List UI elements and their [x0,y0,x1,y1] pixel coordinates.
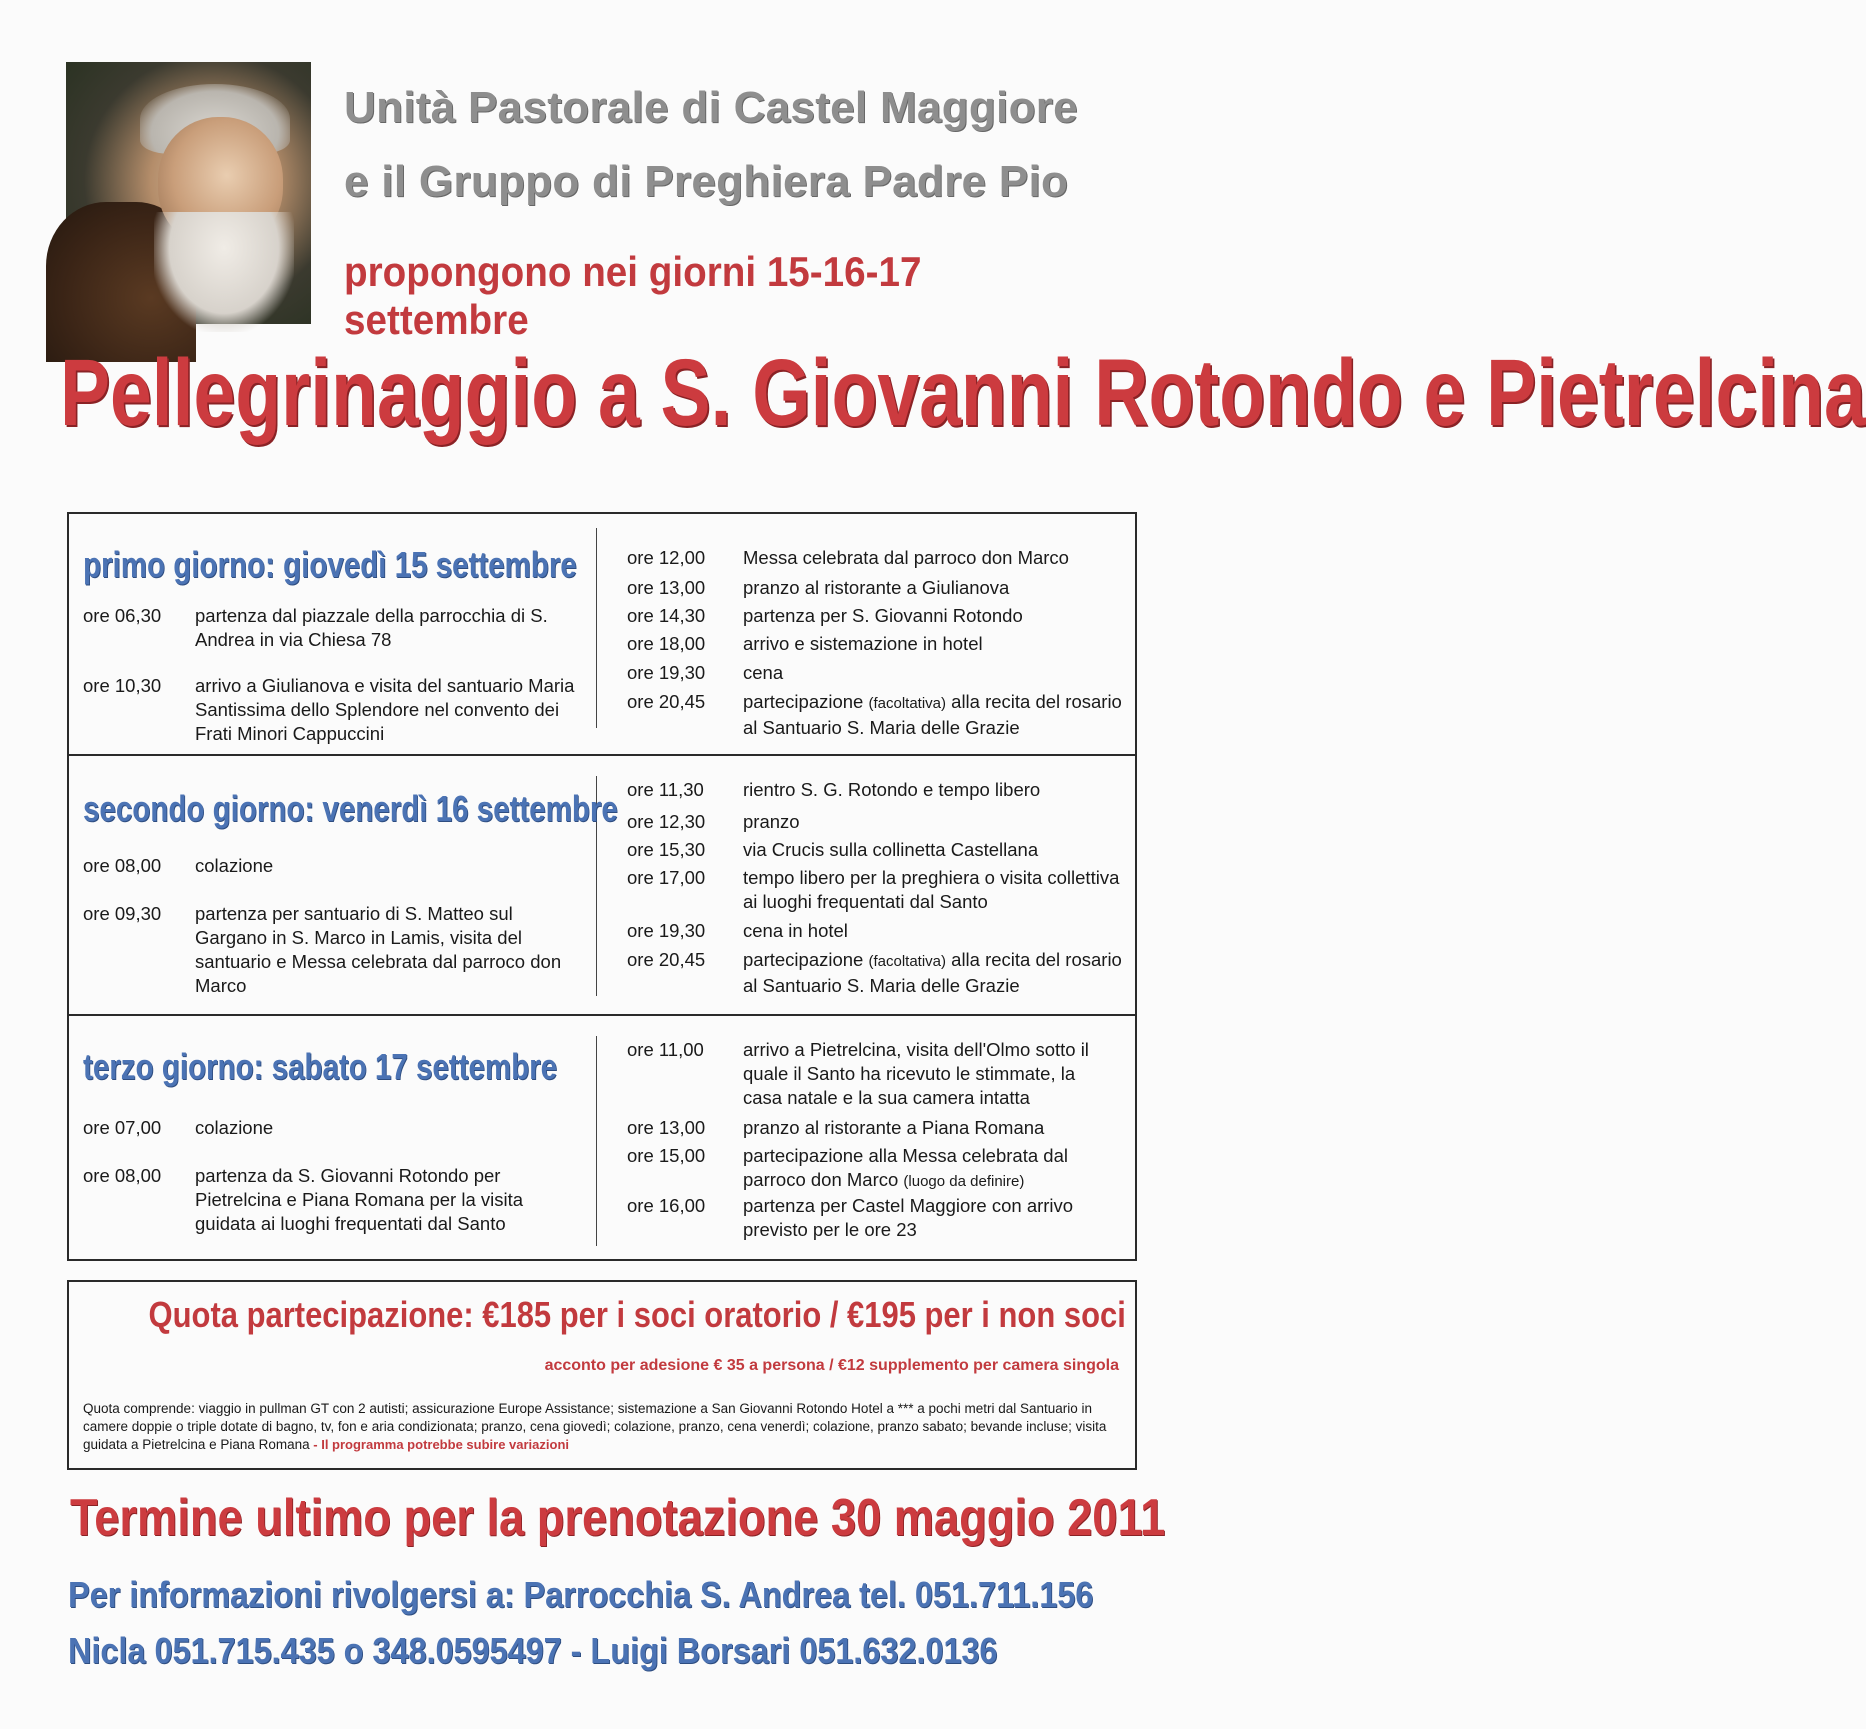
row-text: Messa celebrata dal parroco don Marco [743,547,1069,568]
row-time: ore 08,00 [83,1165,162,1186]
quota-price: Quota partecipazione: €185 per i soci oratorio / €195 per i non soci [148,1294,1126,1335]
day-title: primo giorno: giovedì 15 settembre [83,544,577,585]
quota-deposit: acconto per adesione € 35 a persona / €12 supplemento per camera singola [544,1357,1119,1374]
quota-box [67,1280,1137,1470]
row-text: cena [743,662,784,683]
padre-pio-photo [66,62,311,324]
row-time: ore 20,45 [627,949,706,970]
row-text: partenza per Castel Maggiore con arrivo previsto per le ore 23 [743,1195,1074,1240]
row-text: arrivo e sistemazione in hotel [743,633,983,654]
row-text: partecipazione (facoltativa) alla recita del rosario al Santuario S. Maria delle Grazie [743,691,1122,738]
row-text: partenza per santuario di S. Matteo sul Gargano in S. Marco in Lamis, visita del santuario e Messa celebrata dal parroco don Marco [195,903,562,996]
row-text: tempo libero per la preghiera o visita collettiva ai luoghi frequentati dal Santo [743,867,1120,912]
row-text: colazione [195,855,274,876]
row-text: pranzo al ristorante a Giulianova [743,577,1010,598]
row-time: ore 19,30 [627,920,706,941]
row-text: partecipazione alla Messa celebrata dal parroco don Marco (luogo da definire) [743,1145,1068,1190]
contact-info-1: Per informazioni rivolgersi a: Parrocchia S. Andrea tel. 051.711.156 [68,1574,1094,1615]
row-text: pranzo [743,811,800,832]
day-block-1 [69,514,1135,754]
day-block-3 [69,1014,1135,1259]
row-time: ore 09,30 [83,903,162,924]
row-text: partenza per S. Giovanni Rotondo [743,605,1023,626]
row-text: arrivo a Giulianova e visita del santuario Maria Santissima dello Splendore nel convento dei Frati Minori Cappuccini [195,675,575,744]
row-text: arrivo a Pietrelcina, visita dell'Olmo sotto il quale il Santo ha ricevuto le stimmate, la casa natale e la sua camera intatta [743,1039,1089,1108]
quota-includes: Quota comprende: viaggio in pullman GT con 2 autisti; assicurazione Europe Assistance; sistemazione a San Giovanni Rotondo Hotel a *** a pochi metri dal Santuario in camere doppie o triple dotate di bagno, tv, fon e aria condizionata; pranzo, cena giovedì; colazione, pranzo, cena venerdì; colazione, pranzo sabato; bevande incluse; visita guidata a Pietrelcina e Piana Romana - Il programma potrebbe subire variazioni [83,1401,1107,1452]
row-time: ore 12,00 [627,547,706,568]
schedule-table [67,512,1137,1261]
row-time: ore 16,00 [627,1195,706,1216]
organizer-line-1: Unità Pastorale di Castel Maggiore [344,83,1078,132]
row-time: ore 13,00 [627,577,706,598]
row-time: ore 15,00 [627,1145,706,1166]
row-text: partenza da S. Giovanni Rotondo per Pietrelcina e Piana Romana per la visita guidata ai luoghi frequentati dal Santo [195,1165,524,1234]
column-divider [596,1036,597,1246]
variation-warning: Il programma potrebbe subire variazioni [321,1437,569,1452]
row-time: ore 10,30 [83,675,162,696]
row-text: via Crucis sulla collinetta Castellana [743,839,1039,860]
row-time: ore 14,30 [627,605,706,626]
row-time: ore 19,30 [627,662,706,683]
row-text: pranzo al ristorante a Piana Romana [743,1117,1045,1138]
day-title: secondo giorno: venerdì 16 settembre [83,788,618,829]
row-time: ore 06,30 [83,605,162,626]
row-time: ore 15,30 [627,839,706,860]
row-text: colazione [195,1117,274,1138]
row-time: ore 17,00 [627,867,706,888]
row-time: ore 12,30 [627,811,706,832]
pilgrimage-title: Pellegrinaggio a S. Giovanni Rotondo e Pietrelcina [60,340,1866,446]
organizer-line-2: e il Gruppo di Preghiera Padre Pio [344,157,1069,206]
contact-info-2: Nicla 051.715.435 o 348.0595497 - Luigi Borsari 051.632.0136 [68,1630,998,1671]
day-block-2 [69,754,1135,1014]
row-text: rientro S. G. Rotondo e tempo libero [743,779,1041,800]
row-time: ore 11,00 [627,1039,704,1060]
column-divider [596,528,597,728]
day-title: terzo giorno: sabato 17 settembre [83,1046,558,1087]
booking-deadline: Termine ultimo per la prenotazione 30 maggio 2011 [70,1489,1166,1547]
row-time: ore 20,45 [627,691,706,712]
row-text: partecipazione (facoltativa) alla recita del rosario al Santuario S. Maria delle Grazie [743,949,1122,996]
row-time: ore 11,30 [627,779,704,800]
event-dates: propongono nei giorni 15-16-17 settembre [344,248,922,343]
row-text: partenza dal piazzale della parrocchia di S. Andrea in via Chiesa 78 [195,605,548,650]
row-time: ore 08,00 [83,855,162,876]
row-time: ore 13,00 [627,1117,706,1138]
row-time: ore 07,00 [83,1117,162,1138]
row-text: cena in hotel [743,920,848,941]
row-time: ore 18,00 [627,633,706,654]
